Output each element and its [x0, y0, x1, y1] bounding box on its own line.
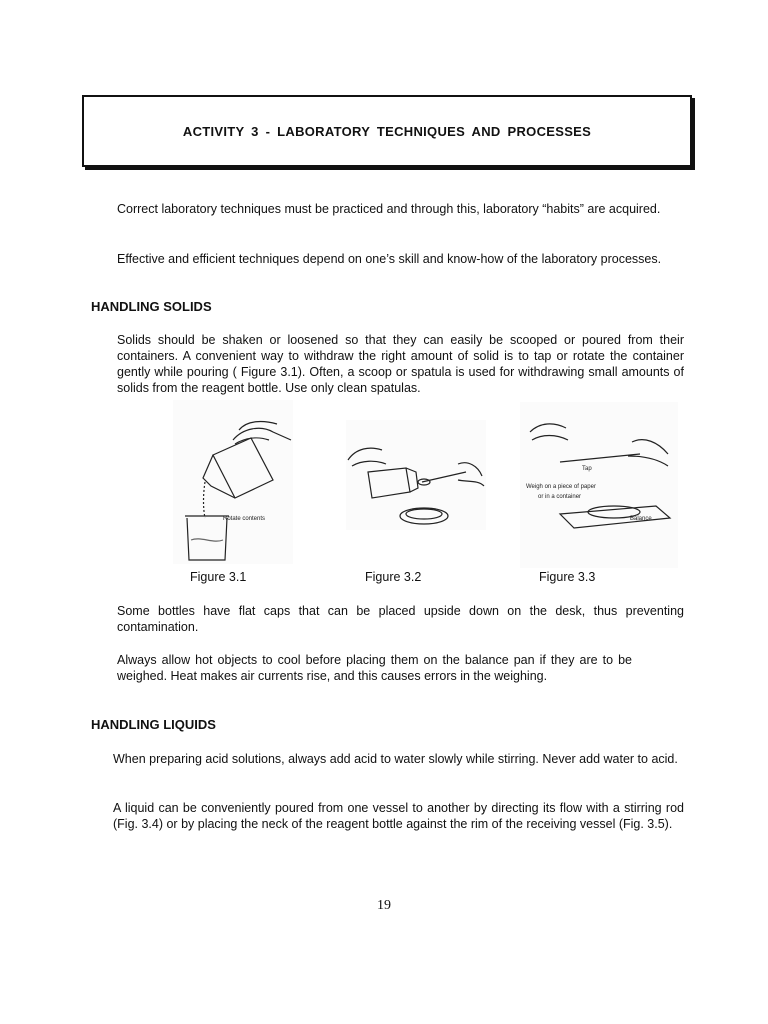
title-box [82, 95, 692, 167]
figure-3-3-illustration [520, 402, 678, 568]
figure-3-1-illustration [173, 400, 293, 564]
intro-paragraph-1: Correct laboratory techniques must be practiced and through this, laboratory “habits” are acquired. [117, 202, 661, 216]
figure-3-3-caption: Figure 3.3 [539, 570, 596, 584]
figure-3-1-label: Rotate contents [223, 516, 266, 522]
heading-handling-solids: HANDLING SOLIDS [91, 299, 212, 314]
figure-3-3-tap-label: Tap [582, 466, 592, 472]
hot-objects-paragraph: Always allow hot objects to cool before placing them on the balance pan if they are to be weighed. Heat makes air currents rise, and this causes errors in the weighing. [117, 653, 632, 683]
heading-handling-liquids: HANDLING LIQUIDS [91, 717, 216, 732]
figure-3-3-balance-label: Balance [630, 516, 652, 522]
page-title: ACTIVITY 3 - LABORATORY TECHNIQUES AND PROCESSES [182, 123, 592, 139]
figure-3-3-weigh-label-2: or in a container [538, 494, 582, 500]
pouring-paragraph: A liquid can be conveniently poured from one vessel to another by directing its flow with a stirring rod (Fig. 3.4) or by placing the neck of the reagent bottle against the rim of the receiving vessel (Fig. 3.5). [113, 801, 684, 831]
bottle-caps-paragraph: Some bottles have flat caps that can be placed upside down on the desk, thus preventing contamination. [117, 604, 684, 634]
acid-paragraph: When preparing acid solutions, always add acid to water slowly while stirring. Never add water to acid. [113, 752, 678, 766]
figure-3-2-caption: Figure 3.2 [365, 570, 422, 584]
figure-3-2-illustration [346, 420, 486, 530]
figure-3-3-weigh-label-1: Weigh on a piece of paper [526, 484, 596, 490]
intro-paragraph-2: Effective and efficient techniques depend on one’s skill and know-how of the laboratory processes. [117, 252, 662, 266]
figure-3-1-caption: Figure 3.1 [190, 570, 247, 584]
solids-paragraph: Solids should be shaken or loosened so that they can easily be scooped or poured from their containers. A convenient way to withdraw the right amount of solid is to tap or rotate the container gently while pouring ( Figure 3.1). Often, a scoop or spatula is used for withdrawing small amounts of solids from the reagent bottle. Use only clean spatulas. [117, 333, 684, 395]
page-number: 19 [377, 898, 391, 913]
